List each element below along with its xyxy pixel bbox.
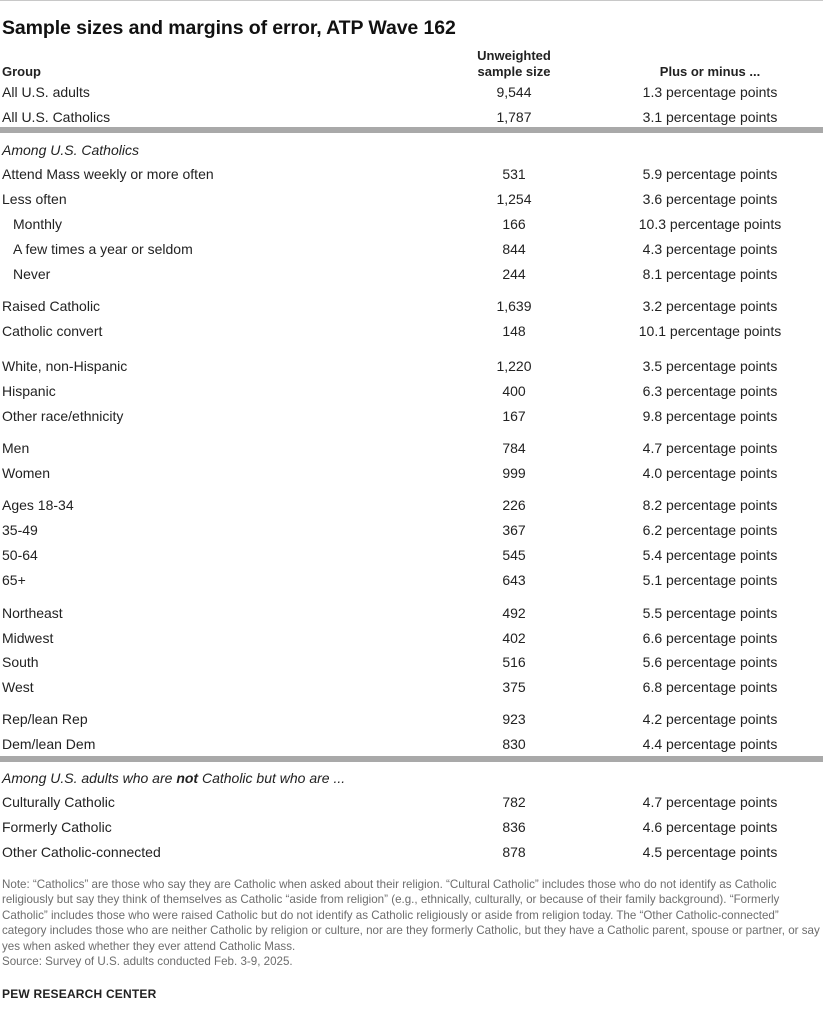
table-row xyxy=(0,239,823,259)
table-row xyxy=(0,709,823,729)
table-row xyxy=(0,406,823,426)
row-label: Hispanic xyxy=(2,383,56,399)
row-sample-size: 167 xyxy=(502,408,526,424)
row-label: West xyxy=(2,679,34,695)
row-label: Culturally Catholic xyxy=(2,794,115,810)
section-divider xyxy=(0,756,823,762)
row-margin: 5.6 percentage points xyxy=(642,654,778,670)
column-header-group: Group xyxy=(2,64,41,79)
row-label: Other Catholic-connected xyxy=(2,844,161,860)
row-label: Men xyxy=(2,440,30,456)
row-margin: 6.6 percentage points xyxy=(642,630,778,646)
brand-logo-text: PEW RESEARCH CENTER xyxy=(2,987,157,1001)
row-margin: 4.6 percentage points xyxy=(642,819,778,835)
row-sample-size: 923 xyxy=(502,711,526,727)
row-label: Dem/lean Dem xyxy=(2,736,96,752)
row-margin: 4.7 percentage points xyxy=(642,440,778,456)
row-sample-size: 1,787 xyxy=(496,109,532,125)
column-header-sample-size xyxy=(462,48,566,80)
row-label: 65+ xyxy=(2,572,26,588)
section-divider xyxy=(0,127,823,133)
table-row xyxy=(0,463,823,483)
row-sample-size: 643 xyxy=(502,572,526,588)
row-sample-size: 830 xyxy=(502,736,526,752)
table-row xyxy=(0,438,823,458)
table-row xyxy=(0,82,823,102)
table-row xyxy=(0,570,823,590)
table-row xyxy=(0,214,823,234)
row-label: Northeast xyxy=(2,605,63,621)
table-row xyxy=(0,264,823,284)
row-sample-size: 999 xyxy=(502,465,526,481)
row-label: Monthly xyxy=(13,216,63,232)
row-sample-size: 844 xyxy=(502,241,526,257)
row-margin: 1.3 percentage points xyxy=(642,84,778,100)
row-sample-size: 784 xyxy=(502,440,526,456)
section-heading-part: Catholic but who are ... xyxy=(198,770,346,786)
row-label: South xyxy=(2,654,39,670)
row-sample-size: 9,544 xyxy=(496,84,532,100)
row-sample-size: 492 xyxy=(502,605,526,621)
row-sample-size: 782 xyxy=(502,794,526,810)
table-row xyxy=(0,520,823,540)
row-label: Formerly Catholic xyxy=(2,819,112,835)
row-label: 50-64 xyxy=(2,547,38,563)
row-margin: 5.9 percentage points xyxy=(642,166,778,182)
row-label: Catholic convert xyxy=(2,323,103,339)
row-margin: 3.1 percentage points xyxy=(642,109,778,125)
row-sample-size: 1,639 xyxy=(496,298,532,314)
row-margin: 4.2 percentage points xyxy=(642,711,778,727)
row-sample-size: 244 xyxy=(502,266,526,282)
row-label: Midwest xyxy=(2,630,54,646)
section-heading-non-catholics xyxy=(2,768,345,788)
table-row xyxy=(0,107,823,127)
section-heading-catholics: Among U.S. Catholics xyxy=(2,142,139,158)
row-margin: 5.4 percentage points xyxy=(642,547,778,563)
row-sample-size: 367 xyxy=(502,522,526,538)
table-row xyxy=(0,164,823,184)
row-label: Rep/lean Rep xyxy=(2,711,88,727)
table-row xyxy=(0,321,823,341)
table-row xyxy=(0,792,823,812)
footnote xyxy=(2,877,820,969)
row-label: Less often xyxy=(2,191,67,207)
row-sample-size: 1,220 xyxy=(496,358,532,374)
row-margin: 6.2 percentage points xyxy=(642,522,778,538)
row-margin: 6.3 percentage points xyxy=(642,383,778,399)
table-row xyxy=(0,603,823,623)
row-margin: 5.1 percentage points xyxy=(642,572,778,588)
row-margin: 5.5 percentage points xyxy=(642,605,778,621)
row-sample-size: 166 xyxy=(502,216,526,232)
row-margin: 4.4 percentage points xyxy=(642,736,778,752)
row-margin: 6.8 percentage points xyxy=(642,679,778,695)
row-margin: 3.6 percentage points xyxy=(642,191,778,207)
row-margin: 8.2 percentage points xyxy=(642,497,778,513)
source-text: Source: Survey of U.S. adults conducted Feb. 3-9, 2025. xyxy=(2,955,293,969)
row-sample-size: 400 xyxy=(502,383,526,399)
sample-size-header-line1: Unweighted xyxy=(477,48,551,63)
row-margin: 9.8 percentage points xyxy=(642,408,778,424)
row-label: Women xyxy=(2,465,50,481)
row-margin: 3.5 percentage points xyxy=(642,358,778,374)
row-label: All U.S. Catholics xyxy=(2,109,111,125)
row-sample-size: 1,254 xyxy=(496,191,532,207)
table-row xyxy=(0,356,823,376)
row-sample-size: 226 xyxy=(502,497,526,513)
note-text: Note: “Catholics” are those who say they are Catholic when asked about their religion. “Cultural Catholic” includes those who do not identify as Catholic religiously but say they think of themselves as Catholic “aside from religion” (e.g., ethnically, culturally, or because of their family background). “Formerly Catholic” includes those who were raised Catholic but do not identify as Catholic religiously or aside from religion today. The “Other Catholic-connected” category includes those who are neither Catholic by religion or culture, nor are they formerly Catholic, but they have a Catholic parent, spouse or partner, or say yes when asked whether they ever attend Catholic Mass. xyxy=(2,878,820,953)
row-sample-size: 402 xyxy=(502,630,526,646)
row-sample-size: 878 xyxy=(502,844,526,860)
row-margin: 4.5 percentage points xyxy=(642,844,778,860)
table-row xyxy=(0,817,823,837)
table-row xyxy=(0,652,823,672)
page-title: Sample sizes and margins of error, ATP Wave 162 xyxy=(2,17,456,39)
table-row xyxy=(0,842,823,862)
row-sample-size: 516 xyxy=(502,654,526,670)
table-row xyxy=(0,296,823,316)
row-label: All U.S. adults xyxy=(2,84,90,100)
row-label: 35-49 xyxy=(2,522,38,538)
row-margin: 8.1 percentage points xyxy=(642,266,778,282)
row-sample-size: 836 xyxy=(502,819,526,835)
row-margin: 10.1 percentage points xyxy=(638,323,782,339)
row-label: A few times a year or seldom xyxy=(13,241,193,257)
table-row xyxy=(0,677,823,697)
row-label: Other race/ethnicity xyxy=(2,408,124,424)
section-heading-emphasis: not xyxy=(176,770,199,786)
row-label: Raised Catholic xyxy=(2,298,101,314)
row-label: Attend Mass weekly or more often xyxy=(2,166,214,182)
row-margin: 10.3 percentage points xyxy=(638,216,782,232)
row-sample-size: 545 xyxy=(502,547,526,563)
table-row xyxy=(0,381,823,401)
row-margin: 3.2 percentage points xyxy=(642,298,778,314)
table-row xyxy=(0,734,823,754)
row-sample-size: 148 xyxy=(502,323,526,339)
row-label: White, non-Hispanic xyxy=(2,358,128,374)
column-header-margin: Plus or minus ... xyxy=(659,64,761,79)
row-sample-size: 375 xyxy=(502,679,526,695)
section-heading-part: Among U.S. adults who are xyxy=(2,770,177,786)
row-margin: 4.7 percentage points xyxy=(642,794,778,810)
row-label: Never xyxy=(13,266,51,282)
table-row xyxy=(0,628,823,648)
row-label: Ages 18-34 xyxy=(2,497,74,513)
table-row xyxy=(0,495,823,515)
sample-size-header-line2: sample size xyxy=(477,64,551,79)
row-margin: 4.0 percentage points xyxy=(642,465,778,481)
top-rule xyxy=(0,0,823,1)
row-margin: 4.3 percentage points xyxy=(642,241,778,257)
row-sample-size: 531 xyxy=(502,166,526,182)
table-row xyxy=(0,545,823,565)
table-row xyxy=(0,189,823,209)
